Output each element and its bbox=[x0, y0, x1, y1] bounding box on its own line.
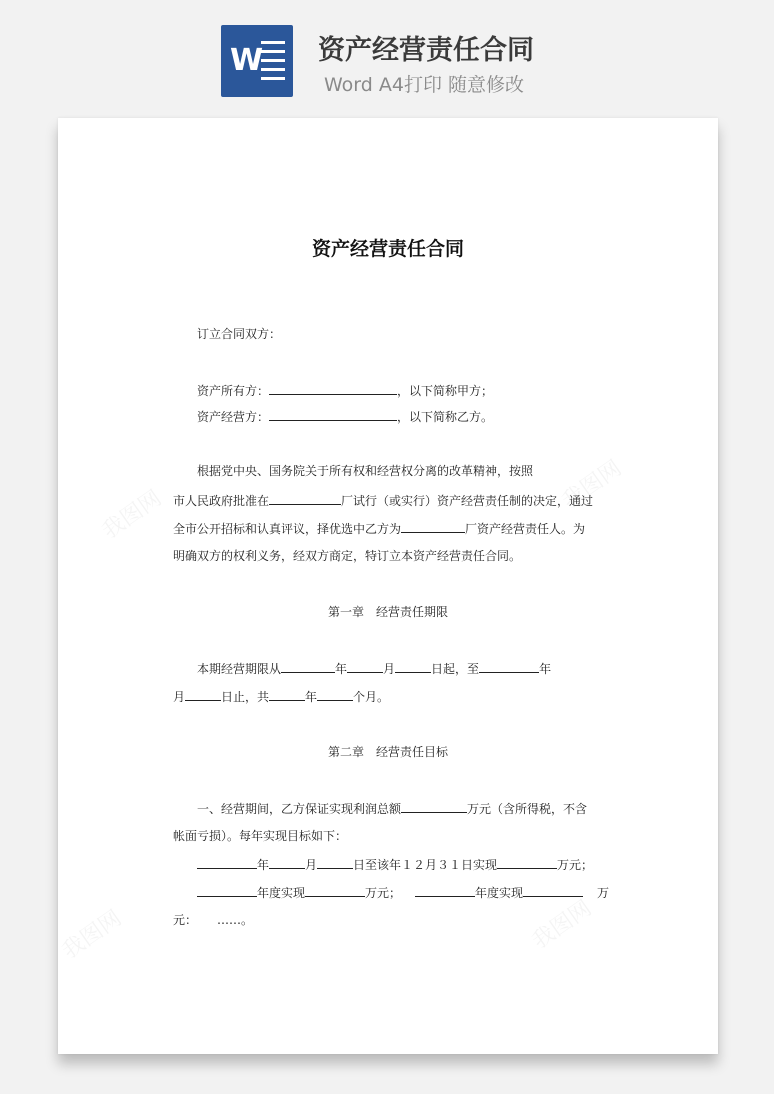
term-line2: 月 日止，共 年 个月。 bbox=[173, 690, 390, 704]
owner-blank bbox=[269, 382, 397, 395]
chapter1-heading: 第一章 经营责任期限 bbox=[327, 605, 448, 619]
goal-line2: 帐面亏损）。每年实现目标如下： bbox=[173, 829, 348, 843]
operator-blank bbox=[269, 408, 397, 421]
watermark bbox=[55, 902, 127, 965]
para1-line4: 明确双方的权利义务，经双方商定，特订立本资产经营责任合同。 bbox=[173, 549, 522, 563]
operator-factory-blank bbox=[401, 520, 465, 533]
goal-line4: 年度实现 万元； 年度实现 万 bbox=[197, 884, 609, 901]
banner-subtitle: Word A4打印 随意修改 bbox=[324, 74, 525, 96]
owner-line bbox=[197, 382, 493, 399]
operator-suffix: ，以下简称乙方。 bbox=[397, 410, 494, 424]
goal-line1: 一、经营期间，乙方保证实现利润总额 万元（含所得税，不含 bbox=[197, 802, 588, 816]
goal-line3: 年 月 日至该年１２月３１日实现 万元； bbox=[197, 856, 593, 873]
parties-intro: 订立合同双方： bbox=[197, 327, 282, 341]
banner-title: 资产经营责任合同 bbox=[318, 35, 534, 66]
para1-line3: 全市公开招标和认真评议，择优选中乙方为 厂资产经营责任人。为 bbox=[173, 522, 586, 536]
word-icon-letter: W bbox=[230, 43, 264, 78]
para1-line1: 根据党中央、国务院关于所有权和经营权分离的改革精神，按照 bbox=[197, 464, 534, 478]
goal-line5: 元： ……。 bbox=[173, 913, 254, 927]
word-icon-lines bbox=[261, 41, 285, 86]
owner-suffix: ，以下简称甲方； bbox=[397, 384, 494, 398]
document-page bbox=[58, 118, 718, 1054]
watermark bbox=[525, 892, 597, 955]
chapter2-heading: 第二章 经营责任目标 bbox=[327, 745, 448, 759]
word-icon bbox=[221, 25, 293, 97]
factory-blank bbox=[269, 492, 341, 505]
owner-label: 资产所有方： bbox=[197, 384, 270, 398]
watermark bbox=[95, 482, 167, 545]
operator-label: 资产经营方： bbox=[197, 410, 270, 424]
para1-line2: 市人民政府批准在 厂试行（或实行）资产经营责任制的决定，通过 bbox=[173, 494, 594, 508]
operator-line bbox=[197, 408, 493, 425]
term-line1: 本期经营期限从 年 月 日起，至 年 bbox=[197, 662, 552, 676]
document-title: 资产经营责任合同 bbox=[311, 238, 464, 260]
banner bbox=[0, 0, 774, 115]
